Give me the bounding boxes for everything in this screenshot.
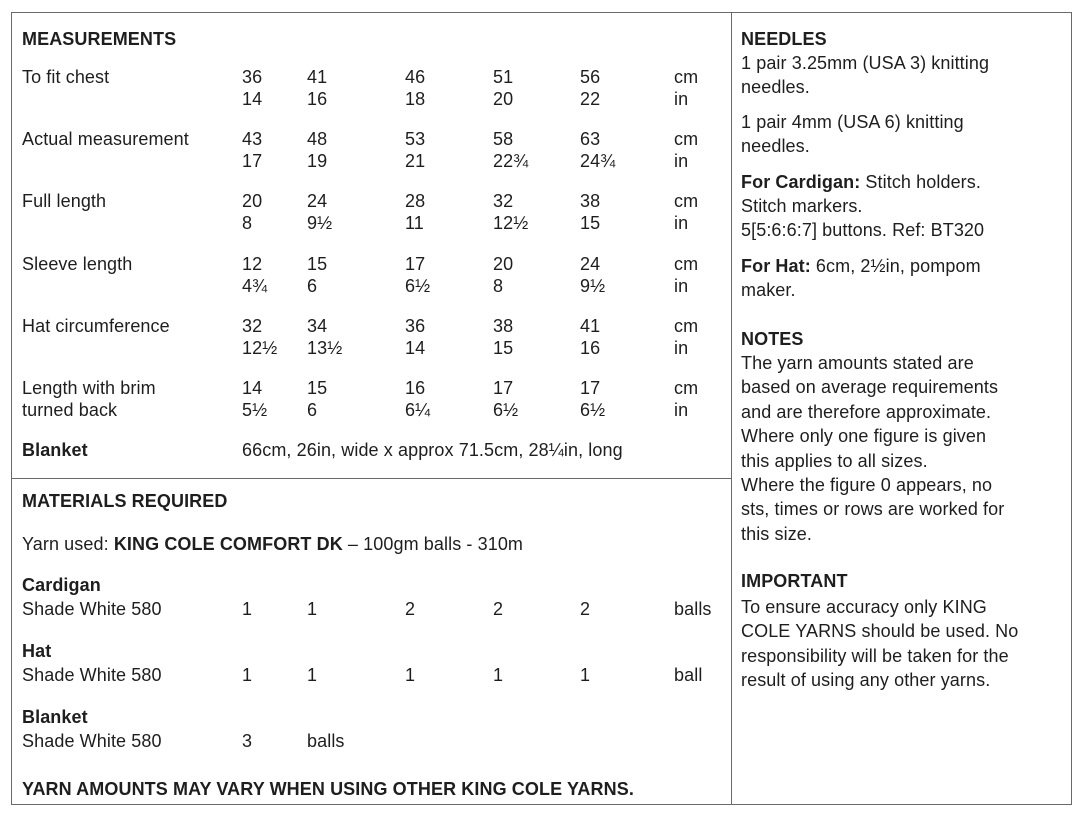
measurement-in-value: 8 bbox=[493, 276, 504, 296]
unit-cm-label: cm bbox=[674, 191, 699, 211]
measurement-cm-value: 38 bbox=[493, 316, 514, 336]
section-divider bbox=[11, 478, 731, 479]
unit-in-label: in bbox=[674, 400, 689, 420]
measurement-cm-value: 17 bbox=[405, 254, 426, 274]
important-heading: IMPORTANT bbox=[741, 571, 848, 591]
measurement-cm-value: 36 bbox=[242, 67, 263, 87]
measurement-cm-value: 38 bbox=[580, 191, 601, 211]
notes-line: The yarn amounts stated are bbox=[741, 353, 974, 373]
measurement-in-value: 14 bbox=[242, 89, 263, 109]
notes-line: and are therefore approximate. bbox=[741, 401, 992, 422]
needles-pair2-line2: needles. bbox=[741, 136, 810, 156]
measurement-in-value: 24¾ bbox=[580, 151, 616, 171]
cardigan-shade: Shade White 580 bbox=[22, 599, 162, 619]
blanket-size-value: 66cm, 26in, wide x approx 71.5cm, 28¼in, long bbox=[242, 440, 623, 460]
measurement-cm-value: 17 bbox=[580, 378, 601, 398]
measurement-cm-value: 63 bbox=[580, 129, 601, 149]
unit-in-label: in bbox=[674, 338, 689, 358]
cardigan-notions-line1 bbox=[741, 171, 981, 193]
needles-pair1-line2: needles. bbox=[741, 77, 810, 97]
blanket-unit: balls bbox=[307, 731, 345, 751]
hat-balls-value: 1 bbox=[493, 665, 504, 685]
notes-line: based on average requirements bbox=[741, 377, 999, 398]
measurement-label: Length with brim bbox=[22, 378, 156, 398]
measurement-cm-value: 12 bbox=[242, 254, 263, 274]
unit-cm-label: cm bbox=[674, 316, 699, 336]
hat-balls-value: 1 bbox=[242, 665, 253, 685]
cardigan-unit: balls bbox=[674, 599, 712, 619]
yarn-name: KING COLE COMFORT DK bbox=[113, 534, 343, 554]
cardigan-balls-value: 1 bbox=[307, 599, 318, 619]
measurement-in-value: 8 bbox=[242, 213, 253, 233]
measurement-cm-value: 15 bbox=[307, 378, 328, 398]
unit-cm-label: cm bbox=[674, 254, 699, 274]
hat-unit: ball bbox=[674, 665, 703, 685]
measurement-in-value: 22 bbox=[580, 89, 601, 109]
notes-heading: NOTES bbox=[741, 329, 804, 349]
measurement-cm-value: 56 bbox=[580, 67, 601, 87]
hat-shade: Shade White 580 bbox=[22, 665, 162, 685]
notes-line: Where only one figure is given bbox=[741, 426, 987, 447]
measurement-in-value: 5½ bbox=[242, 400, 268, 420]
measurement-in-value: 9½ bbox=[580, 276, 606, 296]
cardigan-balls-value: 2 bbox=[580, 599, 591, 619]
measurement-label-cont: turned back bbox=[22, 400, 118, 420]
unit-in-label: in bbox=[674, 151, 689, 171]
measurement-in-value: 6½ bbox=[580, 400, 606, 420]
notes-line: this applies to all sizes. bbox=[741, 450, 928, 471]
hat-label: Hat bbox=[22, 641, 52, 661]
hat-notions-text: 6cm, 2½in, pompom bbox=[810, 256, 981, 276]
measurement-in-value: 16 bbox=[580, 338, 601, 358]
hat-notions-line2: maker. bbox=[741, 280, 796, 300]
measurement-in-value: 6 bbox=[307, 400, 318, 420]
needles-pair2-line1: 1 pair 4mm (USA 6) knitting bbox=[741, 112, 964, 132]
measurement-cm-value: 32 bbox=[242, 316, 263, 336]
blanket-size-label: Blanket bbox=[22, 440, 88, 460]
measurement-cm-value: 53 bbox=[405, 129, 426, 149]
measurement-cm-value: 46 bbox=[405, 67, 426, 87]
hat-balls-value: 1 bbox=[405, 665, 416, 685]
measurement-in-value: 13½ bbox=[307, 338, 343, 358]
measurement-cm-value: 41 bbox=[580, 316, 601, 336]
cardigan-notions-line2: Stitch markers. bbox=[741, 196, 863, 216]
cardigan-balls-value: 2 bbox=[493, 599, 504, 619]
important-line: To ensure accuracy only KING bbox=[741, 597, 987, 617]
unit-cm-label: cm bbox=[674, 67, 699, 87]
measurement-in-value: 11 bbox=[405, 213, 424, 233]
blanket-materials-label: Blanket bbox=[22, 707, 88, 727]
blanket-balls-value: 3 bbox=[242, 731, 253, 751]
yarn-warning: YARN AMOUNTS MAY VARY WHEN USING OTHER KING COLE YARNS. bbox=[22, 779, 634, 799]
important-line: COLE YARNS should be used. No bbox=[741, 621, 1019, 642]
measurement-in-value: 20 bbox=[493, 89, 514, 109]
measurement-cm-value: 28 bbox=[405, 191, 426, 211]
measurement-cm-value: 14 bbox=[242, 378, 263, 398]
measurement-cm-value: 15 bbox=[307, 254, 328, 274]
measurement-cm-value: 20 bbox=[493, 254, 514, 274]
measurement-in-value: 22¾ bbox=[493, 151, 529, 171]
measurement-in-value: 6¼ bbox=[405, 400, 431, 420]
measurement-cm-value: 43 bbox=[242, 129, 263, 149]
measurement-in-value: 14 bbox=[405, 338, 426, 358]
cardigan-notions-text: Stitch holders. bbox=[860, 172, 981, 192]
measurement-label: Actual measurement bbox=[22, 129, 189, 149]
blanket-shade: Shade White 580 bbox=[22, 731, 162, 751]
measurement-cm-value: 17 bbox=[493, 378, 514, 398]
measurement-in-value: 9½ bbox=[307, 213, 333, 233]
measurement-in-value: 19 bbox=[307, 151, 328, 171]
measurement-cm-value: 34 bbox=[307, 316, 328, 336]
measurement-in-value: 12½ bbox=[242, 338, 278, 358]
materials-heading: MATERIALS REQUIRED bbox=[22, 491, 228, 511]
measurement-cm-value: 24 bbox=[307, 191, 328, 211]
unit-cm-label: cm bbox=[674, 378, 699, 398]
measurement-label: Hat circumference bbox=[22, 316, 170, 336]
yarn-used-prefix: Yarn used: bbox=[22, 534, 114, 554]
measurement-cm-value: 16 bbox=[405, 378, 426, 398]
needles-pair1-line1: 1 pair 3.25mm (USA 3) knitting bbox=[741, 53, 990, 73]
measurement-in-value: 6½ bbox=[405, 276, 431, 296]
unit-in-label: in bbox=[674, 89, 689, 109]
notes-line: this size. bbox=[741, 523, 813, 544]
cardigan-notions-line3: 5[5:6:6:7] buttons. Ref: BT320 bbox=[741, 220, 985, 240]
measurement-cm-value: 24 bbox=[580, 254, 601, 274]
column-divider bbox=[731, 12, 732, 805]
measurement-in-value: 15 bbox=[493, 338, 514, 358]
cardigan-label: Cardigan bbox=[22, 575, 101, 595]
measurement-in-value: 16 bbox=[307, 89, 328, 109]
important-line: responsibility will be taken for the bbox=[741, 645, 1009, 666]
measurement-in-value: 18 bbox=[405, 89, 426, 109]
measurement-in-value: 6 bbox=[307, 276, 318, 296]
measurement-cm-value: 48 bbox=[307, 129, 328, 149]
unit-cm-label: cm bbox=[674, 129, 699, 149]
measurement-in-value: 17 bbox=[242, 151, 263, 171]
measurement-cm-value: 58 bbox=[493, 129, 514, 149]
cardigan-notions-label: For Cardigan: bbox=[741, 172, 861, 192]
hat-notions-line1 bbox=[741, 255, 981, 277]
cardigan-balls-value: 1 bbox=[242, 599, 253, 619]
measurement-cm-value: 36 bbox=[405, 316, 426, 336]
important-line: result of using any other yarns. bbox=[741, 670, 991, 691]
measurement-label: To fit chest bbox=[22, 67, 110, 87]
measurement-cm-value: 32 bbox=[493, 191, 514, 211]
measurement-in-value: 12½ bbox=[493, 213, 529, 233]
hat-balls-value: 1 bbox=[307, 665, 318, 685]
measurement-cm-value: 20 bbox=[242, 191, 263, 211]
measurement-in-value: 6½ bbox=[493, 400, 519, 420]
yarn-used-line bbox=[22, 533, 523, 555]
measurement-cm-value: 51 bbox=[493, 67, 514, 87]
hat-balls-value: 1 bbox=[580, 665, 591, 685]
measurement-cm-value: 41 bbox=[307, 67, 328, 87]
notes-line: sts, times or rows are worked for bbox=[741, 499, 1005, 520]
measurement-in-value: 4¾ bbox=[242, 276, 268, 296]
notes-line: Where the figure 0 appears, no bbox=[741, 475, 993, 495]
yarn-used-suffix: – 100gm balls - 310m bbox=[342, 534, 524, 554]
measurement-label: Sleeve length bbox=[22, 254, 133, 274]
unit-in-label: in bbox=[674, 276, 689, 296]
needles-heading: NEEDLES bbox=[741, 29, 827, 49]
unit-in-label: in bbox=[674, 213, 689, 233]
measurements-heading: MEASUREMENTS bbox=[22, 29, 177, 49]
measurement-label: Full length bbox=[22, 191, 107, 211]
cardigan-balls-value: 2 bbox=[405, 599, 416, 619]
measurement-in-value: 21 bbox=[405, 151, 426, 171]
measurement-in-value: 15 bbox=[580, 213, 601, 233]
hat-notions-label: For Hat: bbox=[741, 256, 811, 276]
